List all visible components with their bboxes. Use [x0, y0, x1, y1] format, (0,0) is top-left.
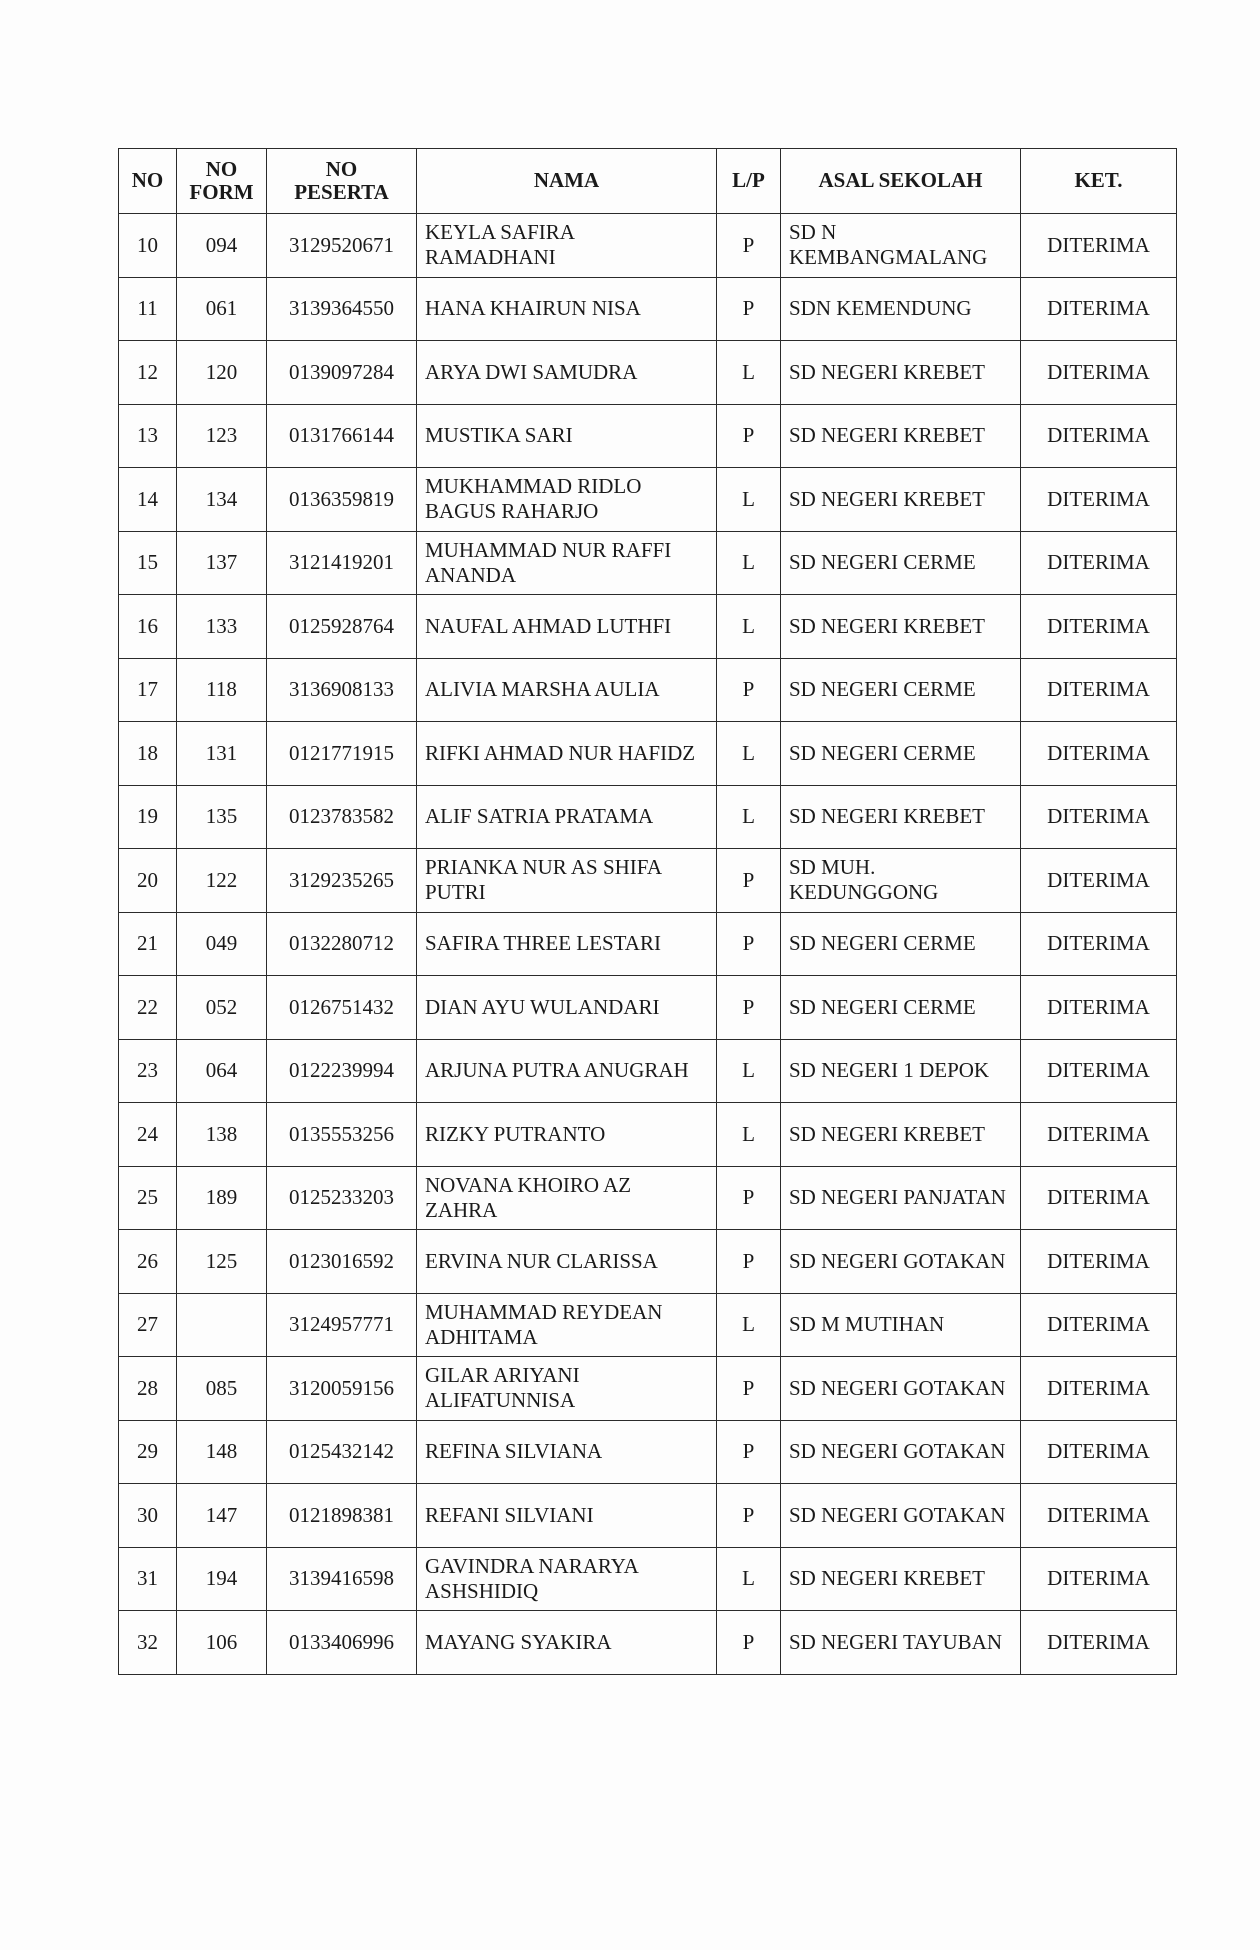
- cell-asal-sekolah: SD NEGERI CERME: [781, 976, 1021, 1040]
- cell-no-peserta: 0122239994: [267, 1039, 417, 1103]
- cell-no: 27: [119, 1293, 177, 1357]
- cell-no-form: 131: [177, 722, 267, 786]
- cell-asal-sekolah: SD NEGERI KREBET: [781, 595, 1021, 659]
- cell-ket: DITERIMA: [1021, 1547, 1177, 1611]
- cell-lp: L: [717, 1039, 781, 1103]
- cell-no: 24: [119, 1103, 177, 1167]
- cell-no-form: 135: [177, 785, 267, 849]
- cell-nama: DIAN AYU WULANDARI: [417, 976, 717, 1040]
- cell-no-peserta: 3139364550: [267, 277, 417, 341]
- cell-ket: DITERIMA: [1021, 214, 1177, 278]
- cell-asal-sekolah: SD NEGERI GOTAKAN: [781, 1230, 1021, 1294]
- cell-no-peserta: 0135553256: [267, 1103, 417, 1167]
- cell-ket: DITERIMA: [1021, 468, 1177, 532]
- table-row: [119, 976, 1177, 1040]
- cell-ket: DITERIMA: [1021, 849, 1177, 913]
- cell-asal-sekolah: SD NEGERI KREBET: [781, 785, 1021, 849]
- header-no-peserta: [267, 149, 417, 214]
- cell-no: 17: [119, 658, 177, 722]
- cell-no-form: 049: [177, 912, 267, 976]
- cell-no-form: 147: [177, 1484, 267, 1548]
- cell-asal-sekolah: SD N KEMBANGMALANG: [781, 214, 1021, 278]
- table-row: [119, 1547, 1177, 1611]
- cell-nama: ERVINA NUR CLARISSA: [417, 1230, 717, 1294]
- cell-no: 30: [119, 1484, 177, 1548]
- cell-nama: GILAR ARIYANI ALIFATUNNISA: [417, 1357, 717, 1421]
- cell-lp: P: [717, 976, 781, 1040]
- table-row: [119, 912, 1177, 976]
- cell-asal-sekolah: SD NEGERI KREBET: [781, 404, 1021, 468]
- cell-asal-sekolah: SD M MUTIHAN: [781, 1293, 1021, 1357]
- cell-ket: DITERIMA: [1021, 1293, 1177, 1357]
- cell-asal-sekolah: SD NEGERI 1 DEPOK: [781, 1039, 1021, 1103]
- cell-no: 12: [119, 341, 177, 405]
- cell-lp: P: [717, 1420, 781, 1484]
- cell-ket: DITERIMA: [1021, 785, 1177, 849]
- cell-no: 13: [119, 404, 177, 468]
- cell-asal-sekolah: SD NEGERI KREBET: [781, 1547, 1021, 1611]
- cell-nama: MUHAMMAD NUR RAFFI ANANDA: [417, 531, 717, 595]
- cell-no: 14: [119, 468, 177, 532]
- table-row: [119, 1039, 1177, 1103]
- header-asal-sekolah: ASAL SEKOLAH: [781, 149, 1021, 214]
- cell-ket: DITERIMA: [1021, 1230, 1177, 1294]
- cell-nama: KEYLA SAFIRA RAMADHANI: [417, 214, 717, 278]
- cell-nama: SAFIRA THREE LESTARI: [417, 912, 717, 976]
- cell-no: 18: [119, 722, 177, 786]
- cell-no-peserta: 3120059156: [267, 1357, 417, 1421]
- cell-no-form: 194: [177, 1547, 267, 1611]
- table-row: [119, 1103, 1177, 1167]
- table-row: [119, 1420, 1177, 1484]
- cell-no: 16: [119, 595, 177, 659]
- table-row: [119, 658, 1177, 722]
- cell-no-form: 138: [177, 1103, 267, 1167]
- cell-lp: L: [717, 531, 781, 595]
- cell-asal-sekolah: SD NEGERI TAYUBAN: [781, 1611, 1021, 1675]
- cell-no: 23: [119, 1039, 177, 1103]
- header-no: NO: [119, 149, 177, 214]
- cell-no-peserta: 0125928764: [267, 595, 417, 659]
- header-nama: NAMA: [417, 149, 717, 214]
- cell-no: 20: [119, 849, 177, 913]
- header-no-peserta-line1: NO: [325, 156, 358, 181]
- cell-asal-sekolah: SD NEGERI PANJATAN: [781, 1166, 1021, 1230]
- cell-asal-sekolah: SD MUH. KEDUNGGONG: [781, 849, 1021, 913]
- cell-no-peserta: 0133406996: [267, 1611, 417, 1675]
- cell-no-form: 148: [177, 1420, 267, 1484]
- cell-no-peserta: 3121419201: [267, 531, 417, 595]
- cell-asal-sekolah: SD NEGERI GOTAKAN: [781, 1357, 1021, 1421]
- table-row: [119, 1611, 1177, 1675]
- cell-asal-sekolah: SD NEGERI CERME: [781, 531, 1021, 595]
- cell-nama: NAUFAL AHMAD LUTHFI: [417, 595, 717, 659]
- cell-asal-sekolah: SDN KEMENDUNG: [781, 277, 1021, 341]
- header-no-peserta-line2: PESERTA: [294, 180, 389, 204]
- cell-lp: P: [717, 214, 781, 278]
- cell-asal-sekolah: SD NEGERI KREBET: [781, 468, 1021, 532]
- cell-no-peserta: 0121898381: [267, 1484, 417, 1548]
- cell-nama: HANA KHAIRUN NISA: [417, 277, 717, 341]
- cell-no: 22: [119, 976, 177, 1040]
- table-row: [119, 1166, 1177, 1230]
- cell-no: 19: [119, 785, 177, 849]
- table-row: [119, 849, 1177, 913]
- cell-nama: NOVANA KHOIRO AZ ZAHRA: [417, 1166, 717, 1230]
- table-row: [119, 1293, 1177, 1357]
- cell-lp: L: [717, 468, 781, 532]
- cell-no-peserta: 0121771915: [267, 722, 417, 786]
- table-row: [119, 531, 1177, 595]
- table-row: [119, 468, 1177, 532]
- cell-lp: P: [717, 849, 781, 913]
- cell-no-peserta: 3136908133: [267, 658, 417, 722]
- cell-asal-sekolah: SD NEGERI KREBET: [781, 341, 1021, 405]
- cell-nama: REFINA SILVIANA: [417, 1420, 717, 1484]
- cell-ket: DITERIMA: [1021, 1484, 1177, 1548]
- cell-asal-sekolah: SD NEGERI CERME: [781, 658, 1021, 722]
- cell-lp: L: [717, 722, 781, 786]
- cell-nama: ALIVIA MARSHA AULIA: [417, 658, 717, 722]
- cell-asal-sekolah: SD NEGERI CERME: [781, 722, 1021, 786]
- cell-nama: MUSTIKA SARI: [417, 404, 717, 468]
- cell-no-peserta: 3129520671: [267, 214, 417, 278]
- header-no-form-line1: NO: [205, 156, 238, 181]
- cell-ket: DITERIMA: [1021, 976, 1177, 1040]
- cell-no-form: 189: [177, 1166, 267, 1230]
- cell-no-peserta: 0136359819: [267, 468, 417, 532]
- cell-no: 32: [119, 1611, 177, 1675]
- table-body: [119, 214, 1177, 1675]
- table-row: [119, 277, 1177, 341]
- cell-ket: DITERIMA: [1021, 1166, 1177, 1230]
- header-no-form-line2: FORM: [189, 180, 254, 204]
- cell-ket: DITERIMA: [1021, 1357, 1177, 1421]
- header-lp: L/P: [717, 149, 781, 214]
- cell-ket: DITERIMA: [1021, 595, 1177, 659]
- cell-no: 28: [119, 1357, 177, 1421]
- cell-no-form: 125: [177, 1230, 267, 1294]
- cell-no-peserta: 0131766144: [267, 404, 417, 468]
- cell-ket: DITERIMA: [1021, 658, 1177, 722]
- cell-no-form: 094: [177, 214, 267, 278]
- cell-nama: REFANI SILVIANI: [417, 1484, 717, 1548]
- cell-no-form: 120: [177, 341, 267, 405]
- cell-no-peserta: 0132280712: [267, 912, 417, 976]
- cell-no: 15: [119, 531, 177, 595]
- cell-asal-sekolah: SD NEGERI GOTAKAN: [781, 1420, 1021, 1484]
- cell-no: 11: [119, 277, 177, 341]
- cell-lp: P: [717, 277, 781, 341]
- cell-nama: ARJUNA PUTRA ANUGRAH: [417, 1039, 717, 1103]
- header-no-form: [177, 149, 267, 214]
- cell-no-peserta: 0123783582: [267, 785, 417, 849]
- table-row: [119, 404, 1177, 468]
- cell-lp: P: [717, 404, 781, 468]
- cell-no-form: 122: [177, 849, 267, 913]
- table-row: [119, 1357, 1177, 1421]
- cell-no-peserta: 3124957771: [267, 1293, 417, 1357]
- cell-no: 21: [119, 912, 177, 976]
- cell-no-form: 085: [177, 1357, 267, 1421]
- table-row: [119, 341, 1177, 405]
- cell-no: 26: [119, 1230, 177, 1294]
- cell-ket: DITERIMA: [1021, 1420, 1177, 1484]
- cell-no-peserta: 0125233203: [267, 1166, 417, 1230]
- header-ket: KET.: [1021, 149, 1177, 214]
- cell-lp: L: [717, 595, 781, 659]
- table-row: [119, 785, 1177, 849]
- cell-lp: P: [717, 1357, 781, 1421]
- cell-lp: L: [717, 1103, 781, 1167]
- cell-lp: P: [717, 658, 781, 722]
- cell-no-peserta: 0125432142: [267, 1420, 417, 1484]
- cell-no-peserta: 3129235265: [267, 849, 417, 913]
- cell-no-form: 133: [177, 595, 267, 659]
- cell-ket: DITERIMA: [1021, 722, 1177, 786]
- cell-no-form: [177, 1293, 267, 1357]
- cell-asal-sekolah: SD NEGERI KREBET: [781, 1103, 1021, 1167]
- cell-lp: P: [717, 912, 781, 976]
- cell-asal-sekolah: SD NEGERI GOTAKAN: [781, 1484, 1021, 1548]
- header-row: [119, 149, 1177, 214]
- cell-ket: DITERIMA: [1021, 404, 1177, 468]
- cell-lp: P: [717, 1611, 781, 1675]
- cell-ket: DITERIMA: [1021, 1039, 1177, 1103]
- cell-lp: L: [717, 1547, 781, 1611]
- table-row: [119, 595, 1177, 659]
- cell-nama: RIFKI AHMAD NUR HAFIDZ: [417, 722, 717, 786]
- cell-lp: L: [717, 1293, 781, 1357]
- cell-ket: DITERIMA: [1021, 531, 1177, 595]
- cell-ket: DITERIMA: [1021, 341, 1177, 405]
- cell-no: 29: [119, 1420, 177, 1484]
- cell-nama: RIZKY PUTRANTO: [417, 1103, 717, 1167]
- cell-no-form: 123: [177, 404, 267, 468]
- cell-ket: DITERIMA: [1021, 1611, 1177, 1675]
- table-header: [119, 149, 1177, 214]
- table-row: [119, 214, 1177, 278]
- cell-no-form: 106: [177, 1611, 267, 1675]
- cell-nama: MUKHAMMAD RIDLO BAGUS RAHARJO: [417, 468, 717, 532]
- cell-no-form: 064: [177, 1039, 267, 1103]
- cell-lp: P: [717, 1484, 781, 1548]
- cell-nama: PRIANKA NUR AS SHIFA PUTRI: [417, 849, 717, 913]
- cell-lp: L: [717, 785, 781, 849]
- table-row: [119, 1230, 1177, 1294]
- cell-no-form: 134: [177, 468, 267, 532]
- cell-lp: L: [717, 341, 781, 405]
- cell-nama: GAVINDRA NARARYA ASHSHIDIQ: [417, 1547, 717, 1611]
- cell-lp: P: [717, 1230, 781, 1294]
- cell-ket: DITERIMA: [1021, 1103, 1177, 1167]
- cell-ket: DITERIMA: [1021, 912, 1177, 976]
- cell-no-form: 052: [177, 976, 267, 1040]
- cell-nama: MAYANG SYAKIRA: [417, 1611, 717, 1675]
- cell-no: 31: [119, 1547, 177, 1611]
- cell-no-peserta: 3139416598: [267, 1547, 417, 1611]
- cell-no-peserta: 0139097284: [267, 341, 417, 405]
- cell-asal-sekolah: SD NEGERI CERME: [781, 912, 1021, 976]
- cell-no-form: 061: [177, 277, 267, 341]
- cell-nama: ALIF SATRIA PRATAMA: [417, 785, 717, 849]
- cell-no-peserta: 0123016592: [267, 1230, 417, 1294]
- cell-nama: ARYA DWI SAMUDRA: [417, 341, 717, 405]
- student-admission-table: [118, 148, 1177, 1675]
- cell-no-peserta: 0126751432: [267, 976, 417, 1040]
- cell-ket: DITERIMA: [1021, 277, 1177, 341]
- cell-nama: MUHAMMAD REYDEAN ADHITAMA: [417, 1293, 717, 1357]
- table-row: [119, 1484, 1177, 1548]
- table-row: [119, 722, 1177, 786]
- cell-no-form: 118: [177, 658, 267, 722]
- cell-no: 25: [119, 1166, 177, 1230]
- cell-no: 10: [119, 214, 177, 278]
- cell-lp: P: [717, 1166, 781, 1230]
- cell-no-form: 137: [177, 531, 267, 595]
